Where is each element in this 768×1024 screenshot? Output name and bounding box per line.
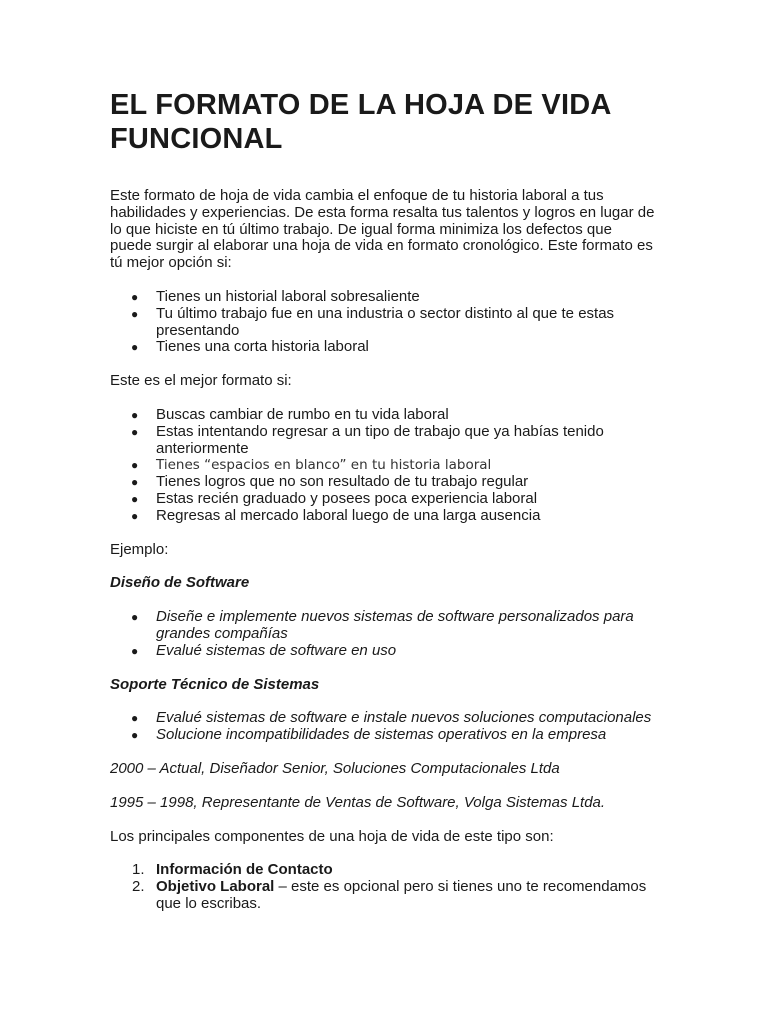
section-heading-software-design: Diseño de Software [110,574,250,592]
list-item: ● Tienes una corta historia laboral [131,338,369,356]
job-entry: 2000 – Actual, Diseñador Senior, Soluciones Computacionales Ltda [110,759,560,777]
list-item: ● Tienes logros que no son resultado de tu trabajo regular [131,473,529,491]
list-item: ● Tienes un historial laboral sobresaliente [131,287,420,305]
intro-paragraph: Este formato de hoja de vida cambia el enfoque de tu historia laboral a tus habilidades y experiencias. De esta forma resalta tus talentos y logros en lugar de lo que hiciste en tú último trabajo. De igual forma minimiza los defectos que puede surgir al elaborar una hoja de vida en formato cronológico. Este formato es tú mejor opción si: [110,187,655,272]
bullet-icon: ● [131,289,139,304]
job-entry: 1995 – 1998, Representante de Ventas de Software, Volga Sistemas Ltda. [110,793,606,811]
list-item: ● Evalué sistemas de software en uso [131,641,397,659]
list-tech-support [110,710,655,744]
components-list [110,862,655,912]
bullet-icon: ● [131,458,139,473]
list-item: ● Evalué sistemas de software e instale nuevos soluciones computacionales [131,709,652,727]
bullet-icon: ● [131,407,139,422]
list-item: 1. Información de Contacto [132,861,333,879]
list-item: ● Solucione incompatibilidades de sistemas operativos en la empresa [131,726,607,744]
bullet-icon: ● [131,306,139,321]
example-label: Ejemplo: [110,540,169,558]
list-item: ● Estas intentando regresar a un tipo de trabajo que ya habías tenido anteriormente [131,422,604,457]
bullet-icon: ● [131,475,139,490]
bullet-icon: ● [131,424,139,439]
components-intro: Los principales componentes de una hoja de vida de este tipo son: [110,827,554,845]
list-item: 2. Objetivo Laboral – este es opcional pero si tienes uno te recomendamos que lo escribas. [132,878,647,912]
bullet-icon: ● [131,643,139,658]
list-item: ● Tu último trabajo fue en una industria o sector distinto al que te estas presentando [131,304,615,339]
document-page [110,88,655,913]
page-title: EL FORMATO DE LA HOJA DE VIDA FUNCIONAL [110,89,611,155]
paragraph-best-format: Este es el mejor formato si: [110,372,292,390]
bullet-icon: ● [131,340,139,355]
list-item: ● Regresas al mercado laboral luego de una larga ausencia [131,506,541,524]
list-item: ● Estas recién graduado y posees poca experiencia laboral [131,489,538,507]
bullet-icon: ● [131,508,139,523]
bullet-icon: ● [131,491,139,506]
bullet-icon: ● [131,728,139,743]
list-item: ● Diseñe e implemente nuevos sistemas de software personalizados para grandes compañías [131,608,634,642]
list-item: ● Tienes “espacios en blanco” en tu historia laboral [131,457,492,474]
section-heading-tech-support: Soporte Técnico de Sistemas [110,675,320,693]
list-item: ● Buscas cambiar de rumbo en tu vida laboral [131,405,449,423]
list-reasons-1 [110,289,655,356]
bullet-icon: ● [131,711,139,726]
list-software-design [110,609,655,659]
bullet-icon: ● [131,610,139,625]
list-reasons-2 [110,407,655,525]
